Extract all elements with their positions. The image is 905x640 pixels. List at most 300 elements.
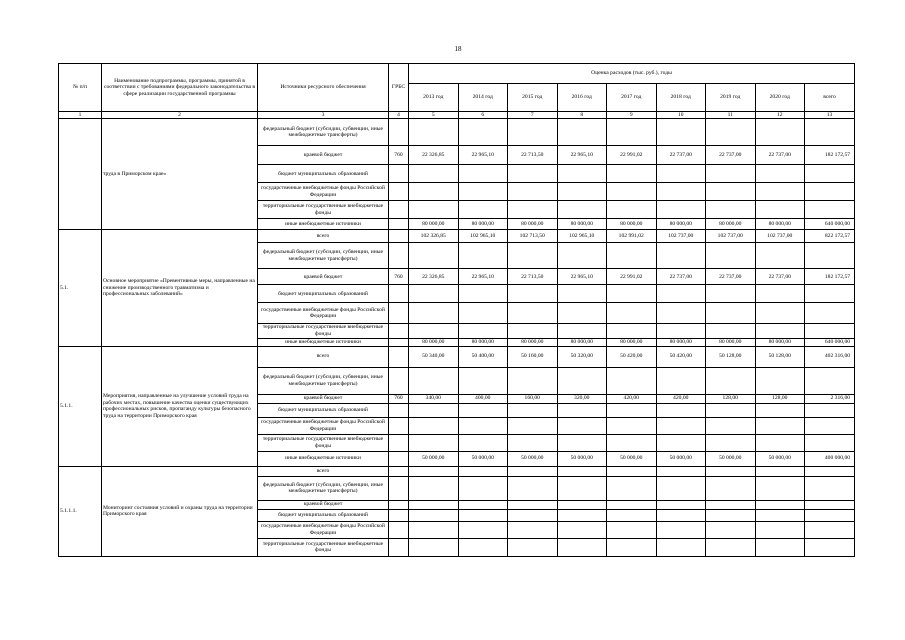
column-number: 13: [805, 112, 855, 119]
grbs-code: [389, 403, 409, 417]
grbs-code: [389, 538, 409, 556]
year-value: 420,00: [607, 394, 657, 403]
year-value: [706, 509, 756, 521]
table-row: [59, 119, 855, 146]
total-value: [805, 324, 855, 338]
column-number: 11: [706, 112, 756, 119]
year-value: [755, 521, 805, 538]
funding-source: государственные внебюджетные фонды Российской Федерации: [258, 417, 389, 434]
page-number: 18: [454, 45, 462, 53]
year-value: 102 965,10: [458, 230, 508, 243]
funding-source: федеральный бюджет (субсидии, субвенции, иные межбюджетные трансферты): [258, 243, 389, 269]
year-value: [755, 403, 805, 417]
year-value: [607, 303, 657, 324]
year-value: 80 000,00: [557, 338, 607, 346]
header-number: № п/п: [59, 64, 102, 112]
year-value: [458, 476, 508, 500]
year-value: 22 713,50: [508, 269, 558, 285]
year-value: [508, 119, 558, 146]
grbs-code: [389, 434, 409, 451]
year-value: 50 320,00: [557, 346, 607, 367]
year-value: [607, 324, 657, 338]
year-value: [557, 417, 607, 434]
year-value: [409, 324, 459, 338]
year-value: [508, 417, 558, 434]
year-value: 320,00: [557, 394, 607, 403]
grbs-code: [389, 285, 409, 303]
year-value: [706, 285, 756, 303]
funding-source: бюджет муниципальных образований: [258, 165, 389, 183]
year-value: 128,00: [706, 394, 756, 403]
year-value: [508, 434, 558, 451]
year-value: 80 000,00: [409, 219, 459, 230]
year-value: [607, 183, 657, 201]
year-value: [656, 119, 706, 146]
funding-source: всего: [258, 346, 389, 367]
funding-source: федеральный бюджет (субсидии, субвенции, иные межбюджетные трансферты): [258, 367, 389, 394]
total-value: [805, 367, 855, 394]
year-value: [706, 303, 756, 324]
grbs-code: [389, 219, 409, 230]
year-value: [409, 466, 459, 476]
total-value: [805, 243, 855, 269]
header-year: 2020 год: [755, 84, 805, 112]
year-value: 50 128,00: [706, 346, 756, 367]
funding-source: территориальные государственные внебюджетные фонды: [258, 434, 389, 451]
header-grbs: ГРБС: [389, 64, 409, 112]
header-year: 2019 год: [706, 84, 756, 112]
year-value: [656, 466, 706, 476]
year-value: [458, 538, 508, 556]
year-value: 80 000,00: [458, 338, 508, 346]
header-year: 2015 год: [508, 84, 558, 112]
year-value: [607, 201, 657, 219]
total-value: [805, 201, 855, 219]
total-value: 640 000,00: [805, 219, 855, 230]
year-value: [755, 509, 805, 521]
year-value: 80 000,00: [755, 338, 805, 346]
year-value: 22 737,00: [706, 269, 756, 285]
year-value: [557, 165, 607, 183]
year-value: [557, 367, 607, 394]
total-value: [805, 538, 855, 556]
year-value: [706, 417, 756, 434]
funding-source: бюджет муниципальных образований: [258, 403, 389, 417]
year-value: [706, 183, 756, 201]
grbs-code: [389, 476, 409, 500]
year-value: [557, 476, 607, 500]
year-value: 80 000,00: [508, 338, 558, 346]
year-value: [508, 466, 558, 476]
funding-source: бюджет муниципальных образований: [258, 509, 389, 521]
column-number: 10: [656, 112, 706, 119]
total-value: 182 172,57: [805, 146, 855, 165]
grbs-code: [389, 201, 409, 219]
total-value: [805, 165, 855, 183]
column-number: 4: [389, 112, 409, 119]
year-value: [607, 434, 657, 451]
funding-source: государственные внебюджетные фонды Российской Федерации: [258, 521, 389, 538]
year-value: [458, 500, 508, 509]
total-value: [805, 434, 855, 451]
year-value: 22 737,00: [755, 146, 805, 165]
total-value: [805, 509, 855, 521]
year-value: [706, 201, 756, 219]
year-value: [508, 403, 558, 417]
year-value: 22 737,00: [656, 269, 706, 285]
year-value: [458, 243, 508, 269]
header-year: 2016 год: [557, 84, 607, 112]
year-value: 400,00: [458, 394, 508, 403]
year-value: [755, 367, 805, 394]
funding-source: федеральный бюджет (субсидии, субвенции, иные межбюджетные трансферты): [258, 476, 389, 500]
funding-source: краевой бюджет: [258, 269, 389, 285]
total-value: [805, 417, 855, 434]
grbs-code: [389, 346, 409, 367]
header-program-name: Наименование подпрограммы, программы, принятой в соответствии с требованиями федерального законодательства в сфере реализации государственной программы: [102, 64, 258, 112]
column-number: 9: [607, 112, 657, 119]
year-value: 102 737,00: [656, 230, 706, 243]
total-value: 400 000,00: [805, 451, 855, 466]
year-value: [458, 119, 508, 146]
year-value: 22 737,00: [755, 269, 805, 285]
year-value: [458, 165, 508, 183]
total-value: [805, 500, 855, 509]
year-value: [656, 367, 706, 394]
grbs-code: [389, 303, 409, 324]
total-value: 822 172,57: [805, 230, 855, 243]
year-value: [557, 521, 607, 538]
funding-source: краевой бюджет: [258, 394, 389, 403]
grbs-code: 760: [389, 269, 409, 285]
year-value: [755, 243, 805, 269]
year-value: [656, 285, 706, 303]
header-year: 2017 год: [607, 84, 657, 112]
year-value: 80 000,00: [656, 219, 706, 230]
column-number: 1: [59, 112, 102, 119]
total-value: [805, 476, 855, 500]
year-value: 50 000,00: [607, 451, 657, 466]
year-value: [656, 500, 706, 509]
year-value: [755, 324, 805, 338]
year-value: 50 160,00: [508, 346, 558, 367]
year-value: 102 713,50: [508, 230, 558, 243]
funding-source: государственные внебюджетные фонды Российской Федерации: [258, 303, 389, 324]
total-value: [805, 521, 855, 538]
grbs-code: [389, 338, 409, 346]
year-value: [706, 243, 756, 269]
year-value: [656, 403, 706, 417]
year-value: [458, 521, 508, 538]
grbs-code: [389, 243, 409, 269]
item-number: 5.1.: [59, 230, 102, 346]
year-value: 102 737,00: [755, 230, 805, 243]
year-value: [557, 243, 607, 269]
column-number: 3: [258, 112, 389, 119]
year-value: [458, 367, 508, 394]
year-value: [557, 119, 607, 146]
year-value: 22 326,85: [409, 146, 459, 165]
year-value: [656, 476, 706, 500]
year-value: 50 000,00: [409, 451, 459, 466]
year-value: [656, 165, 706, 183]
total-value: [805, 466, 855, 476]
grbs-code: [389, 324, 409, 338]
year-value: [409, 243, 459, 269]
year-value: [508, 367, 558, 394]
year-value: [607, 243, 657, 269]
year-value: [508, 538, 558, 556]
grbs-code: [389, 466, 409, 476]
year-value: [656, 243, 706, 269]
year-value: [656, 303, 706, 324]
funding-source: территориальные государственные внебюджетные фонды: [258, 538, 389, 556]
year-value: [706, 324, 756, 338]
year-value: 22 965,10: [557, 146, 607, 165]
column-number: 5: [409, 112, 459, 119]
grbs-code: [389, 521, 409, 538]
year-value: [607, 500, 657, 509]
year-value: 22 965,10: [557, 269, 607, 285]
year-value: 22 713,50: [508, 146, 558, 165]
year-value: [557, 324, 607, 338]
year-value: 102 326,85: [409, 230, 459, 243]
year-value: 50 420,00: [656, 346, 706, 367]
year-value: 160,00: [508, 394, 558, 403]
year-value: 22 991,02: [607, 269, 657, 285]
year-value: [409, 476, 459, 500]
funding-source: краевой бюджет: [258, 146, 389, 165]
year-value: 50 128,00: [755, 346, 805, 367]
year-value: 50 340,00: [409, 346, 459, 367]
year-value: [458, 324, 508, 338]
grbs-code: 760: [389, 146, 409, 165]
year-value: 80 000,00: [557, 219, 607, 230]
year-value: [755, 285, 805, 303]
year-value: 80 000,00: [458, 219, 508, 230]
year-value: [656, 538, 706, 556]
year-value: 50 000,00: [706, 451, 756, 466]
item-number: [59, 119, 102, 230]
grbs-code: [389, 417, 409, 434]
grbs-code: [389, 183, 409, 201]
column-number: 7: [508, 112, 558, 119]
year-value: [409, 285, 459, 303]
column-number: 6: [458, 112, 508, 119]
year-value: [706, 521, 756, 538]
year-value: [755, 417, 805, 434]
year-value: [409, 434, 459, 451]
total-value: 402 316,00: [805, 346, 855, 367]
year-value: 80 000,00: [409, 338, 459, 346]
total-value: [805, 303, 855, 324]
year-value: [458, 403, 508, 417]
funding-source: бюджет муниципальных образований: [258, 285, 389, 303]
year-value: [755, 538, 805, 556]
year-value: [458, 417, 508, 434]
year-value: [607, 119, 657, 146]
grbs-code: [389, 230, 409, 243]
year-value: [607, 509, 657, 521]
year-value: [508, 521, 558, 538]
year-value: [557, 183, 607, 201]
year-value: [458, 303, 508, 324]
year-value: [755, 183, 805, 201]
year-value: [607, 476, 657, 500]
year-value: 50 000,00: [755, 451, 805, 466]
year-value: [508, 500, 558, 509]
year-value: [607, 466, 657, 476]
year-value: 128,00: [755, 394, 805, 403]
year-value: [755, 500, 805, 509]
year-value: [755, 303, 805, 324]
year-value: 22 965,10: [458, 269, 508, 285]
funding-source: иные внебюджетные источники: [258, 219, 389, 230]
year-value: [508, 303, 558, 324]
item-number: 5.1.1.: [59, 346, 102, 466]
year-value: [409, 509, 459, 521]
year-value: [409, 403, 459, 417]
program-name: Мониторинг состояния условий и охраны труда на территории Приморского края: [102, 466, 258, 556]
year-value: [409, 201, 459, 219]
year-value: 80 000,00: [508, 219, 558, 230]
year-value: [409, 500, 459, 509]
funding-source: краевой бюджет: [258, 500, 389, 509]
year-value: [508, 201, 558, 219]
year-value: 102 991,02: [607, 230, 657, 243]
grbs-code: [389, 165, 409, 183]
year-value: [557, 500, 607, 509]
total-value: [805, 119, 855, 146]
year-value: [508, 509, 558, 521]
year-value: [607, 285, 657, 303]
year-value: 22 737,00: [656, 146, 706, 165]
year-value: [656, 183, 706, 201]
year-value: 50 400,00: [458, 346, 508, 367]
year-value: [607, 538, 657, 556]
funding-source: федеральный бюджет (субсидии, субвенции, иные межбюджетные трансферты): [258, 119, 389, 146]
year-value: [656, 201, 706, 219]
grbs-code: [389, 451, 409, 466]
year-value: [557, 303, 607, 324]
total-value: 2 316,00: [805, 394, 855, 403]
budget-table: [58, 63, 855, 557]
year-value: 420,00: [656, 394, 706, 403]
table-row: [59, 466, 855, 476]
table-body: [59, 119, 855, 556]
year-value: [607, 165, 657, 183]
year-value: 80 000,00: [607, 219, 657, 230]
total-value: [805, 403, 855, 417]
year-value: [656, 324, 706, 338]
year-value: [557, 285, 607, 303]
year-value: [409, 417, 459, 434]
year-value: 80 000,00: [755, 219, 805, 230]
year-value: 80 000,00: [706, 219, 756, 230]
year-value: 22 737,00: [706, 146, 756, 165]
year-value: [706, 476, 756, 500]
year-value: [409, 538, 459, 556]
grbs-code: [389, 500, 409, 509]
year-value: [557, 403, 607, 417]
year-value: [706, 119, 756, 146]
year-value: 50 420,00: [607, 346, 657, 367]
year-value: [706, 165, 756, 183]
funding-source: всего: [258, 230, 389, 243]
year-value: [458, 509, 508, 521]
year-value: [508, 324, 558, 338]
grbs-code: [389, 119, 409, 146]
year-value: [755, 434, 805, 451]
grbs-code: [389, 509, 409, 521]
header-total: всего: [805, 84, 855, 112]
year-value: [755, 119, 805, 146]
year-value: [607, 417, 657, 434]
year-value: 50 000,00: [508, 451, 558, 466]
year-value: [755, 165, 805, 183]
total-value: [805, 183, 855, 201]
year-value: 22 326,85: [409, 269, 459, 285]
year-value: 50 000,00: [458, 451, 508, 466]
grbs-code: [389, 367, 409, 394]
year-value: [409, 183, 459, 201]
year-value: [656, 521, 706, 538]
year-value: [557, 201, 607, 219]
year-value: 80 000,00: [607, 338, 657, 346]
year-value: [557, 538, 607, 556]
year-value: [607, 521, 657, 538]
funding-source: территориальные государственные внебюджетные фонды: [258, 201, 389, 219]
table-row: [59, 346, 855, 367]
year-value: [755, 476, 805, 500]
year-value: 50 000,00: [656, 451, 706, 466]
column-number: 2: [102, 112, 258, 119]
header-year: 2013 год: [409, 84, 459, 112]
year-value: [706, 500, 756, 509]
year-value: [508, 285, 558, 303]
program-name: труда в Приморском крае»: [102, 119, 258, 230]
year-value: [458, 201, 508, 219]
column-numbers-row: [59, 112, 855, 119]
year-value: [409, 367, 459, 394]
header-year: 2018 год: [656, 84, 706, 112]
year-value: [607, 367, 657, 394]
program-name: Основное мероприятие «Превентивные меры, направленные на снижение производственного травматизма и профессиональных заболеваний»: [102, 230, 258, 346]
funding-source: иные внебюджетные источники: [258, 338, 389, 346]
funding-source: государственные внебюджетные фонды Российской Федерации: [258, 183, 389, 201]
year-value: 102 965,10: [557, 230, 607, 243]
item-number: 5.1.1.1.: [59, 466, 102, 556]
year-value: [706, 403, 756, 417]
table-row: [59, 230, 855, 243]
header-expense-estimate: Оценка расходов (тыс. руб.), годы: [409, 64, 855, 84]
year-value: 80 000,00: [656, 338, 706, 346]
year-value: 102 737,00: [706, 230, 756, 243]
year-value: [557, 466, 607, 476]
year-value: [458, 466, 508, 476]
year-value: [706, 538, 756, 556]
year-value: 80 000,00: [706, 338, 756, 346]
year-value: [458, 183, 508, 201]
total-value: 640 000,00: [805, 338, 855, 346]
year-value: [508, 243, 558, 269]
year-value: [706, 434, 756, 451]
year-value: [706, 367, 756, 394]
column-number: 8: [557, 112, 607, 119]
year-value: [755, 201, 805, 219]
year-value: [409, 521, 459, 538]
header-funding-source: Источники ресурсного обеспечения: [258, 64, 389, 112]
